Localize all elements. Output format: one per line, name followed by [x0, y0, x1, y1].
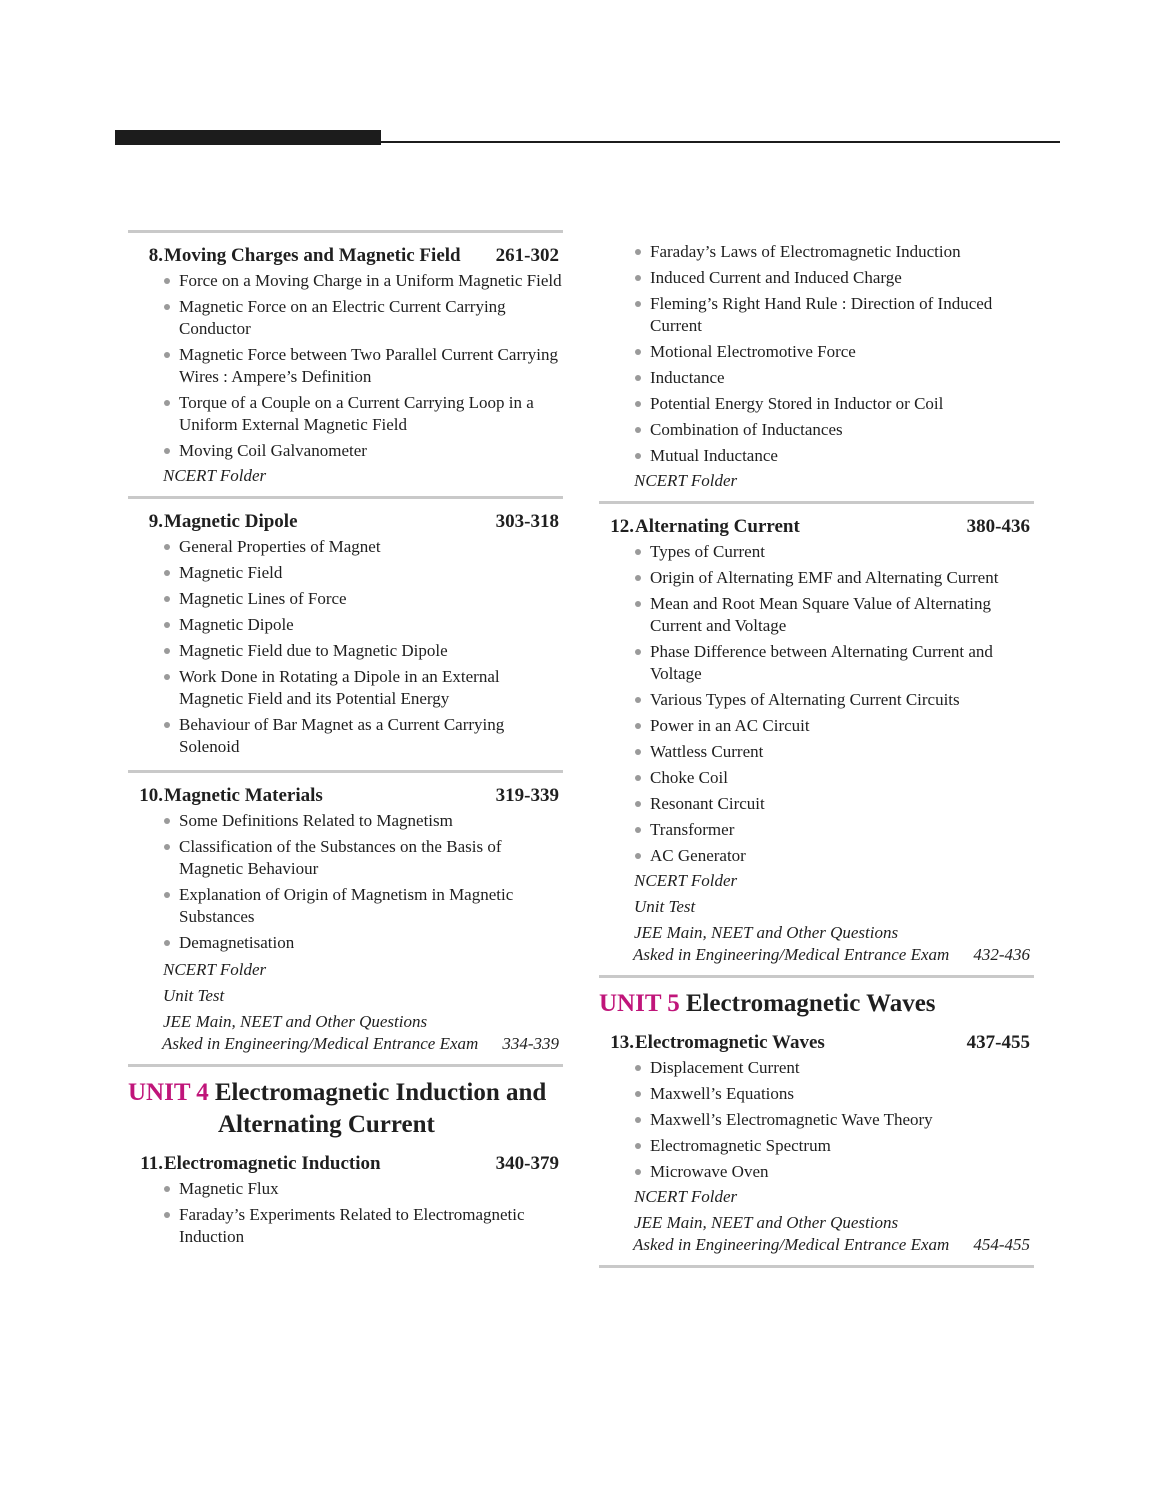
asked-in-exams — [599, 944, 1034, 966]
chapter-title[interactable]: Moving Charges and Magnetic Field — [164, 245, 461, 266]
topic-item: Various Types of Alternating Current Circuits — [650, 688, 1034, 712]
bullet-icon — [635, 749, 641, 755]
chapter-13 — [599, 1020, 1034, 1265]
topic-item: Types of Current — [650, 540, 1034, 564]
asked-pages: 432-436 — [973, 945, 1030, 964]
asked-in-exams — [128, 1033, 563, 1055]
ncert-folder: NCERT Folder — [163, 466, 267, 485]
topic-item: Classification of the Substances on the Basis of Magnetic Behaviour — [179, 835, 563, 881]
chapter-pages: 319-339 — [495, 785, 559, 806]
topic-list — [128, 1177, 563, 1249]
bullet-icon — [635, 723, 641, 729]
topic-item: Inductance — [650, 366, 1034, 390]
topic-item: Transformer — [650, 818, 1034, 842]
unit-4-heading[interactable] — [128, 1067, 563, 1141]
bullet-icon — [164, 400, 170, 406]
unit-test: Unit Test — [634, 897, 696, 916]
bullet-icon — [635, 801, 641, 807]
topic-item: Fleming’s Right Hand Rule : Direction of Induced Current — [650, 292, 1034, 338]
topic-item: Work Done in Rotating a Dipole in an External Magnetic Field and its Potential Energy — [179, 665, 563, 711]
chapter-heading[interactable] — [128, 783, 563, 809]
unit-label: UNIT 4 — [128, 1079, 209, 1106]
bullet-icon — [635, 827, 641, 833]
bullet-icon — [635, 301, 641, 307]
chapter-title[interactable]: Magnetic Dipole — [164, 511, 298, 532]
topic-item: Maxwell’s Electromagnetic Wave Theory — [650, 1108, 1034, 1132]
chapter-10 — [128, 773, 563, 1064]
unit-title: Electromagnetic Induction and — [214, 1079, 547, 1106]
chapter-pages: 261-302 — [495, 245, 559, 266]
topic-item: Demagnetisation — [179, 931, 563, 955]
bullet-icon — [635, 375, 641, 381]
chapter-12 — [599, 504, 1034, 975]
topic-item: Explanation of Origin of Magnetism in Magnetic Substances — [179, 883, 563, 929]
bullet-icon — [164, 940, 170, 946]
header-rule — [381, 141, 1060, 143]
topic-item: Mean and Root Mean Square Value of Alternating Current and Voltage — [650, 592, 1034, 638]
contents-column-right — [599, 240, 1034, 1268]
topic-item: Magnetic Field due to Magnetic Dipole — [179, 639, 563, 663]
chapter-pages: 380-436 — [966, 516, 1030, 537]
asked-pages: 454-455 — [973, 1235, 1030, 1254]
topic-item: Mutual Inductance — [650, 444, 1034, 468]
unit-5-heading[interactable] — [599, 978, 1034, 1020]
ncert-folder: NCERT Folder — [634, 871, 738, 890]
bullet-icon — [164, 818, 170, 824]
chapter-number: 13. — [610, 1032, 634, 1053]
jee-questions: JEE Main, NEET and Other Questions — [634, 923, 899, 942]
asked-label: Asked in Engineering/Medical Entrance Exam — [162, 1034, 479, 1053]
topic-list — [599, 1056, 1034, 1184]
bullet-icon — [635, 1143, 641, 1149]
contents-column-left — [128, 230, 563, 1260]
ncert-folder: NCERT Folder — [163, 960, 267, 979]
jee-questions: JEE Main, NEET and Other Questions — [634, 1213, 899, 1232]
bullet-icon — [635, 775, 641, 781]
bullet-icon — [164, 622, 170, 628]
asked-in-exams — [599, 1234, 1034, 1256]
bullet-icon — [635, 575, 641, 581]
chapter-number: 10. — [139, 785, 163, 806]
topic-item: General Properties of Magnet — [179, 535, 563, 559]
topic-item: Motional Electromotive Force — [650, 340, 1034, 364]
topic-list — [599, 540, 1034, 868]
topic-list — [599, 240, 1034, 468]
bullet-icon — [635, 601, 641, 607]
unit-title: Electromagnetic Waves — [685, 990, 936, 1017]
bullet-icon — [635, 453, 641, 459]
section-divider — [599, 1265, 1034, 1268]
asked-label: Asked in Engineering/Medical Entrance Exam — [633, 945, 950, 964]
topic-item: Faraday’s Experiments Related to Electromagnetic Induction — [179, 1203, 563, 1249]
chapter-8 — [128, 233, 563, 496]
unit-title-line2: Alternating Current — [218, 1111, 435, 1138]
bullet-icon — [635, 427, 641, 433]
topic-item: Wattless Current — [650, 740, 1034, 764]
chapter-pages: 303-318 — [495, 511, 559, 532]
bullet-icon — [164, 1186, 170, 1192]
bullet-icon — [164, 1212, 170, 1218]
bullet-icon — [164, 570, 170, 576]
topic-item: Force on a Moving Charge in a Uniform Magnetic Field — [179, 269, 563, 293]
bullet-icon — [635, 349, 641, 355]
topic-item: AC Generator — [650, 844, 1034, 868]
topic-item: Magnetic Force on an Electric Current Carrying Conductor — [179, 295, 563, 341]
chapter-title[interactable]: Alternating Current — [635, 516, 800, 537]
chapter-heading[interactable] — [599, 514, 1034, 540]
ncert-folder: NCERT Folder — [634, 471, 738, 490]
bullet-icon — [164, 844, 170, 850]
topic-item: Induced Current and Induced Charge — [650, 266, 1034, 290]
topic-item: Faraday’s Laws of Electromagnetic Induction — [650, 240, 1034, 264]
topic-list — [128, 809, 563, 955]
topic-item: Displacement Current — [650, 1056, 1034, 1080]
topic-item: Some Definitions Related to Magnetism — [179, 809, 563, 833]
topic-item: Moving Coil Galvanometer — [179, 439, 563, 463]
asked-pages: 334-339 — [502, 1034, 559, 1053]
chapter-number: 11. — [140, 1153, 163, 1174]
topic-item: Origin of Alternating EMF and Alternating Current — [650, 566, 1034, 590]
bullet-icon — [635, 853, 641, 859]
bullet-icon — [164, 722, 170, 728]
bullet-icon — [635, 249, 641, 255]
bullet-icon — [164, 304, 170, 310]
chapter-number: 8. — [148, 245, 163, 266]
bullet-icon — [635, 649, 641, 655]
topic-item: Torque of a Couple on a Current Carrying Loop in a Uniform External Magnetic Field — [179, 391, 563, 437]
asked-label: Asked in Engineering/Medical Entrance Exam — [633, 1235, 950, 1254]
chapter-11-continued — [599, 240, 1034, 501]
chapter-11 — [128, 1141, 563, 1260]
chapter-number: 9. — [148, 511, 163, 532]
topic-item: Magnetic Lines of Force — [179, 587, 563, 611]
topic-item: Magnetic Flux — [179, 1177, 563, 1201]
bullet-icon — [635, 549, 641, 555]
chapter-title[interactable]: Magnetic Materials — [164, 785, 323, 806]
bullet-icon — [635, 1091, 641, 1097]
bullet-icon — [164, 352, 170, 358]
topic-item: Electromagnetic Spectrum — [650, 1134, 1034, 1158]
topic-list — [128, 269, 563, 463]
bullet-icon — [635, 1065, 641, 1071]
bullet-icon — [635, 1169, 641, 1175]
topic-item: Resonant Circuit — [650, 792, 1034, 816]
bullet-icon — [635, 401, 641, 407]
bullet-icon — [164, 544, 170, 550]
topic-item: Magnetic Force between Two Parallel Current Carrying Wires : Ampere’s Definition — [179, 343, 563, 389]
topic-item: Magnetic Dipole — [179, 613, 563, 637]
unit-label: UNIT 5 — [599, 990, 680, 1017]
ncert-folder: NCERT Folder — [634, 1187, 738, 1206]
topic-item: Phase Difference between Alternating Current and Voltage — [650, 640, 1034, 686]
topic-item: Choke Coil — [650, 766, 1034, 790]
chapter-heading[interactable] — [128, 243, 563, 269]
bullet-icon — [164, 674, 170, 680]
chapter-number: 12. — [610, 516, 634, 537]
chapter-pages: 340-379 — [495, 1153, 559, 1174]
bullet-icon — [635, 697, 641, 703]
bullet-icon — [635, 275, 641, 281]
topic-item: Combination of Inductances — [650, 418, 1034, 442]
unit-test: Unit Test — [163, 986, 225, 1005]
chapter-title[interactable]: Electromagnetic Waves — [635, 1032, 825, 1053]
chapter-pages: 437-455 — [966, 1032, 1030, 1053]
bullet-icon — [164, 892, 170, 898]
topic-item: Maxwell’s Equations — [650, 1082, 1034, 1106]
topic-item: Behaviour of Bar Magnet as a Current Carrying Solenoid — [179, 713, 563, 759]
bullet-icon — [164, 596, 170, 602]
chapter-title[interactable]: Electromagnetic Induction — [164, 1153, 381, 1174]
bullet-icon — [164, 278, 170, 284]
topic-item: Microwave Oven — [650, 1160, 1034, 1184]
chapter-9 — [128, 499, 563, 770]
topic-list — [128, 535, 563, 759]
header-bar-thick — [115, 130, 381, 145]
chapter-heading[interactable] — [128, 509, 563, 535]
chapter-heading[interactable] — [128, 1151, 563, 1177]
jee-questions: JEE Main, NEET and Other Questions — [163, 1012, 428, 1031]
topic-item: Potential Energy Stored in Inductor or Coil — [650, 392, 1034, 416]
topic-item: Magnetic Field — [179, 561, 563, 585]
topic-item: Power in an AC Circuit — [650, 714, 1034, 738]
bullet-icon — [635, 1117, 641, 1123]
bullet-icon — [164, 448, 170, 454]
chapter-heading[interactable] — [599, 1030, 1034, 1056]
bullet-icon — [164, 648, 170, 654]
